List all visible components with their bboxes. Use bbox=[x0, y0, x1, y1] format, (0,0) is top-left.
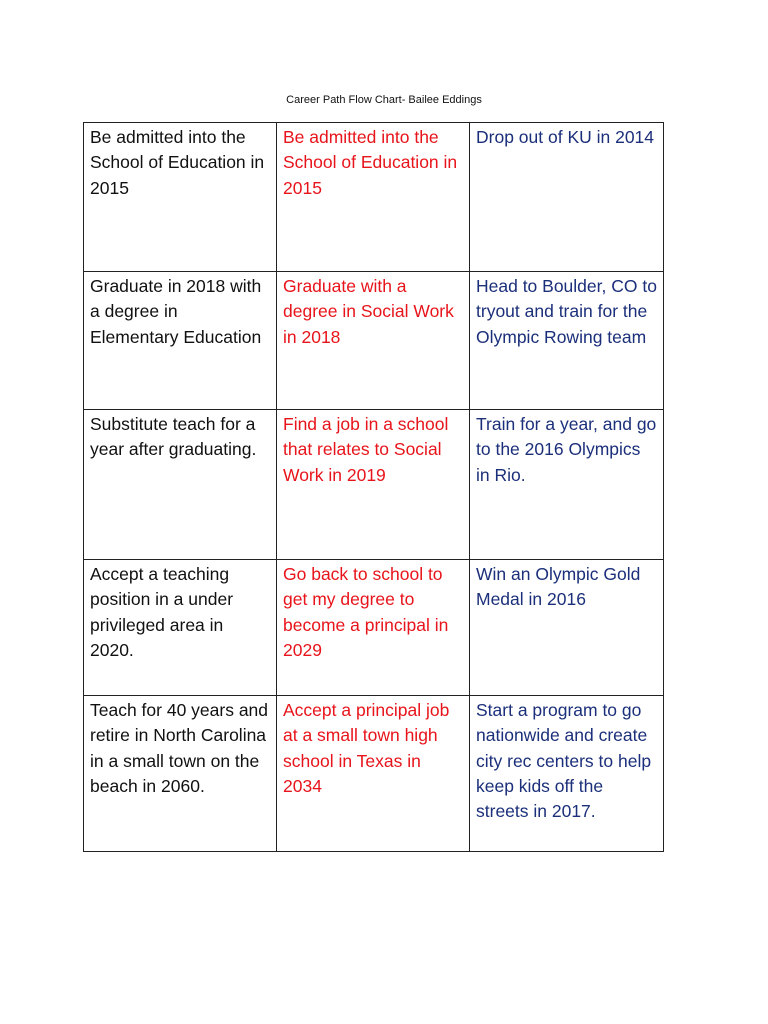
table-row bbox=[84, 410, 664, 560]
path-b-cell: Find a job in a school that relates to Social Work in 2019 bbox=[277, 410, 470, 560]
path-c-cell: Train for a year, and go to the 2016 Olympics in Rio. bbox=[470, 410, 664, 560]
path-c-cell: Start a program to go nationwide and create city rec centers to help keep kids off the streets in 2017. bbox=[470, 696, 664, 852]
career-path-table bbox=[83, 122, 664, 852]
path-a-cell: Substitute teach for a year after graduating. bbox=[84, 410, 277, 560]
table-row bbox=[84, 272, 664, 410]
page-title: Career Path Flow Chart- Bailee Eddings bbox=[286, 94, 482, 106]
path-b-cell: Accept a principal job at a small town high school in Texas in 2034 bbox=[277, 696, 470, 852]
path-b-cell: Be admitted into the School of Education in 2015 bbox=[277, 123, 470, 272]
path-c-cell: Win an Olympic Gold Medal in 2016 bbox=[470, 560, 664, 696]
path-a-cell: Graduate in 2018 with a degree in Elementary Education bbox=[84, 272, 277, 410]
path-b-cell: Graduate with a degree in Social Work in 2018 bbox=[277, 272, 470, 410]
path-a-cell: Be admitted into the School of Education in 2015 bbox=[84, 123, 277, 272]
table-row bbox=[84, 123, 664, 272]
path-b-cell: Go back to school to get my degree to become a principal in 2029 bbox=[277, 560, 470, 696]
path-a-cell: Teach for 40 years and retire in North Carolina in a small town on the beach in 2060. bbox=[84, 696, 277, 852]
path-c-cell: Drop out of KU in 2014 bbox=[470, 123, 664, 272]
path-a-cell: Accept a teaching position in a under privileged area in 2020. bbox=[84, 560, 277, 696]
path-c-cell: Head to Boulder, CO to tryout and train for the Olympic Rowing team bbox=[470, 272, 664, 410]
table-row bbox=[84, 696, 664, 852]
table-row bbox=[84, 560, 664, 696]
